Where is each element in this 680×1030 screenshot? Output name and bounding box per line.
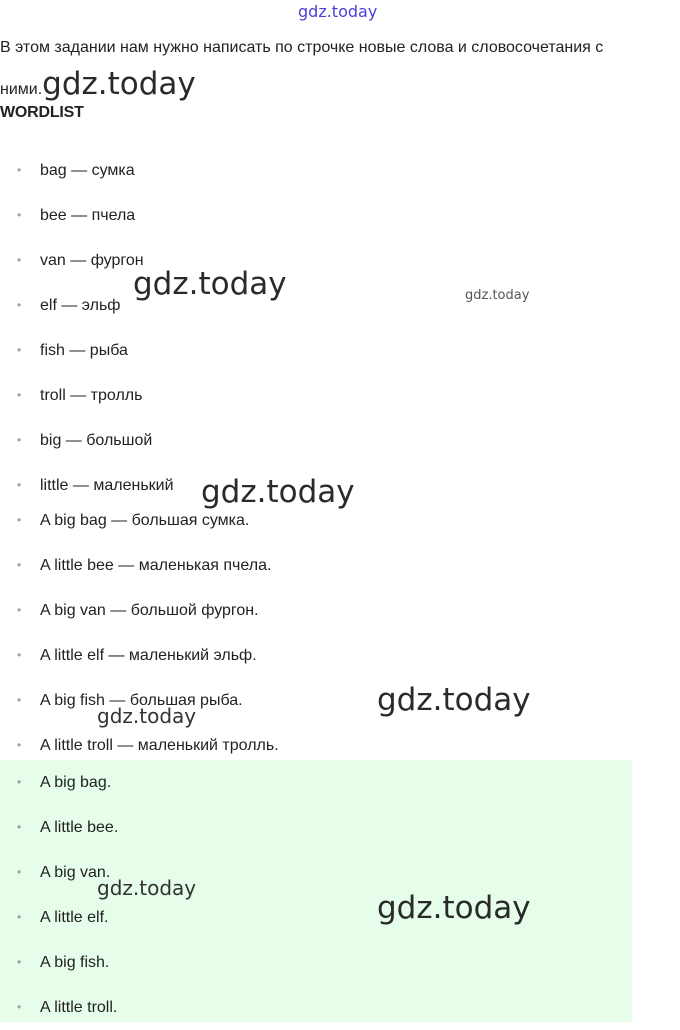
list-item: • van — фургон: [0, 238, 632, 283]
bullet-icon: •: [17, 865, 22, 879]
bullet-icon: •: [17, 478, 22, 492]
bullet-icon: •: [17, 298, 22, 312]
list-item: • A little troll — маленький тролль.: [0, 723, 632, 768]
wordlist: [0, 148, 632, 498]
list-item: • A little bee — маленькая пчела.: [0, 543, 632, 588]
watermark: gdz.today: [377, 682, 531, 718]
phrase-list-highlighted: [0, 760, 632, 1022]
list-item: • A little elf.: [0, 895, 632, 940]
bullet-icon: •: [17, 513, 22, 527]
phrase-translation-list: [0, 498, 632, 768]
list-item: • fish — рыба: [0, 328, 632, 373]
list-item: • A little bee.: [0, 805, 632, 850]
bullet-icon: •: [17, 738, 22, 752]
list-item: • A big van.: [0, 850, 632, 895]
bullet-icon: •: [17, 955, 22, 969]
watermark: gdz.today: [201, 474, 355, 510]
watermark: gdz.today: [465, 288, 530, 303]
bullet-icon: •: [17, 163, 22, 177]
watermark: gdz.today: [97, 704, 197, 728]
bullet-icon: •: [17, 775, 22, 789]
list-item: • troll — тролль: [0, 373, 632, 418]
list-item: • A little troll.: [0, 985, 632, 1030]
watermark: gdz.today: [97, 876, 197, 900]
watermark: gdz.today: [298, 2, 378, 21]
watermark: gdz.today: [133, 266, 287, 302]
bullet-icon: •: [17, 388, 22, 402]
bullet-icon: •: [17, 253, 22, 267]
list-item: • big — большой: [0, 418, 632, 463]
bullet-icon: •: [17, 648, 22, 662]
list-item: • A big fish.: [0, 940, 632, 985]
list-item: • elf — эльф: [0, 283, 632, 328]
list-item: • A big bag.: [0, 760, 632, 805]
list-item: • A little elf — маленький эльф.: [0, 633, 632, 678]
list-item: • bag — сумка: [0, 148, 632, 193]
bullet-icon: •: [17, 693, 22, 707]
bullet-icon: •: [17, 1000, 22, 1014]
bullet-icon: •: [17, 343, 22, 357]
list-item: • A big bag — большая сумка.: [0, 498, 632, 543]
bullet-icon: •: [17, 910, 22, 924]
list-item: • A big van — большой фургон.: [0, 588, 632, 633]
list-item: • bee — пчела: [0, 193, 632, 238]
bullet-icon: •: [17, 433, 22, 447]
intro-text: В этом задании нам нужно написать по строчке новые слова и словосочетания с ними.: [0, 39, 604, 98]
section-heading: WORDLIST: [0, 104, 84, 121]
intro-paragraph: [0, 30, 640, 108]
bullet-icon: •: [17, 603, 22, 617]
watermark: gdz.today: [377, 890, 531, 926]
list-item: • little — маленький: [0, 463, 632, 498]
list-item: • A big fish — большая рыба.: [0, 678, 632, 723]
watermark: gdz.today: [42, 66, 196, 102]
bullet-icon: •: [17, 558, 22, 572]
bullet-icon: •: [17, 820, 22, 834]
bullet-icon: •: [17, 208, 22, 222]
